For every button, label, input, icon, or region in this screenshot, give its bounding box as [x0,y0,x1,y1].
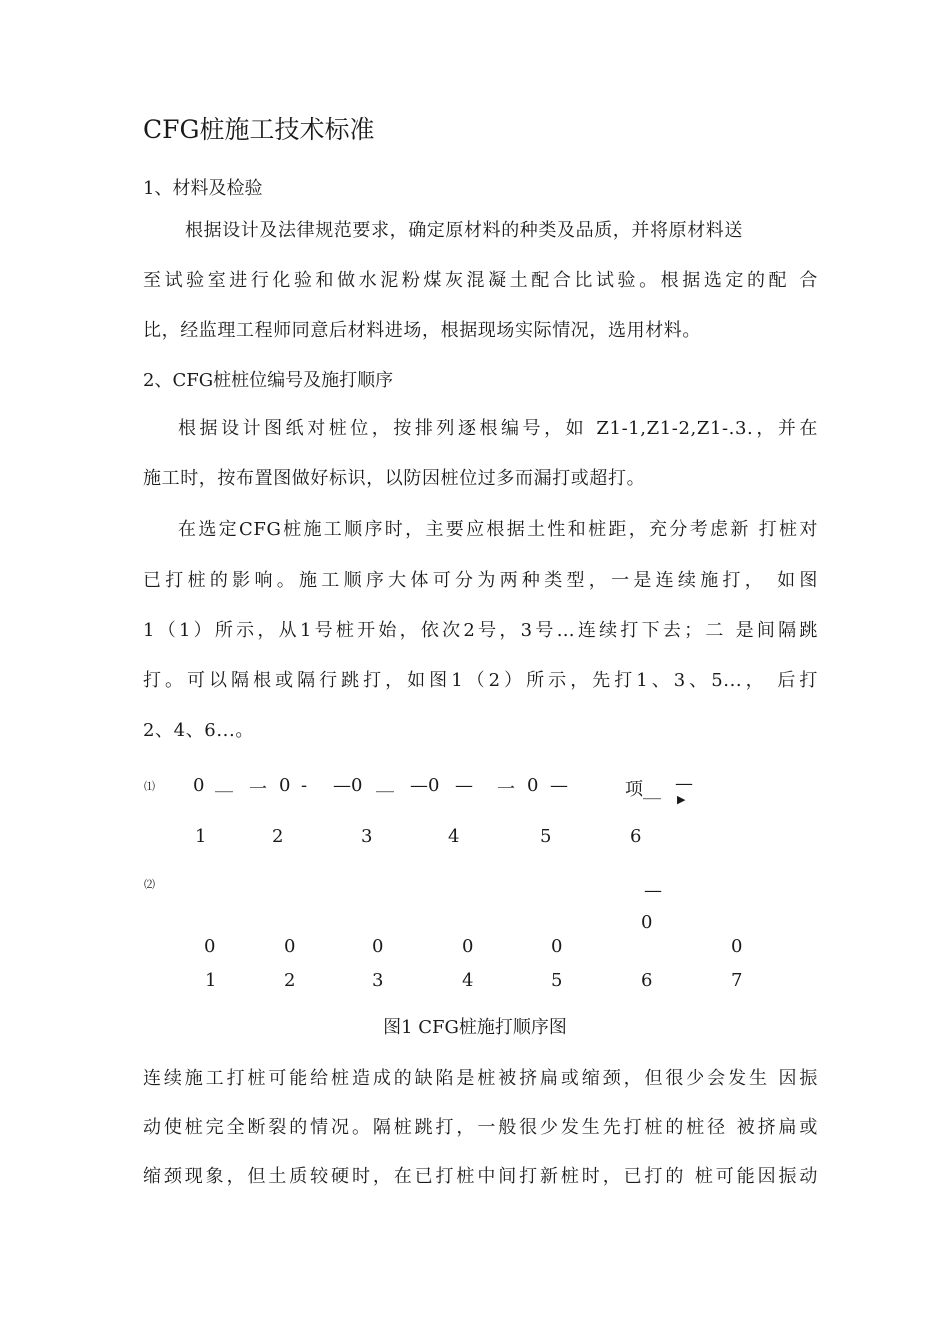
pile-symbol: 0 [284,936,296,957]
pile-number: 3 [361,826,373,847]
section-1-line-1: 根据设计及法律规范要求，确定原材料的种类及品质，并将原材料送 [185,220,743,241]
row-2-dash: — [644,880,662,901]
chain-connector: __ [376,772,394,793]
section-3-line-2: 动使桩完全断裂的情况。隔桩跳打，一般很少发生先打桩的桩径 被挤扁或 [143,1117,818,1138]
section-2-para-1-line-2: 施工时，按布置图做好标识，以防因桩位过多而漏打或超打。 [143,468,646,489]
pile-symbol: —0 [410,775,440,796]
figure-marker-2: ⑵ [144,878,155,891]
arrow-right-icon: ▶ [677,793,686,806]
pile-symbol: 0 [279,775,291,796]
section-1-line-3: 比，经监理工程师同意后材料进场，根据现场实际情况，选用材料。 [143,320,701,341]
figure-marker-1: ⑴ [144,780,155,793]
section-2-para-2-line-3: 1（1）所示，从1号桩开始，依次2号，3号…连续打下去；二 是间隔跳 [143,620,818,641]
section-2-para-2-line-1: 在选定CFG桩施工顺序时，主要应根据土性和桩距，充分考虑新 打桩对 [178,519,818,540]
pile-number: 2 [284,970,296,991]
section-2-heading: 2、CFG桩桩位编号及施打顺序 [143,370,394,391]
pile-number: 4 [462,970,474,991]
pile-symbol: 0 [372,936,384,957]
chain-connector: - [301,775,308,796]
pile-number: 6 [630,826,642,847]
pile-number: 3 [372,970,384,991]
pile-number: 1 [205,970,217,991]
pile-symbol-raised: 0 [641,912,653,933]
chain-connector: 一 [497,779,515,800]
pile-number: 2 [272,826,284,847]
pile-symbol: 项__ [625,779,661,800]
chain-connector: — [455,775,473,796]
pile-number: 5 [540,826,552,847]
chain-connector: __ [215,772,233,793]
pile-number: 6 [641,970,653,991]
section-2-para-1-line-1: 根据设计图纸对桩位，按排列逐根编号，如 Z1-1,Z1-2,Z1-.3.，并在 [178,418,818,439]
chain-connector: — [550,775,568,796]
pile-number: 7 [731,970,743,991]
chain-connector: — [675,773,693,794]
figure-caption: 图1 CFG桩施打顺序图 [383,1017,567,1038]
pile-symbol: 0 [551,936,563,957]
section-3-line-1: 连续施工打桩可能给桩造成的缺陷是桩被挤扁或缩颈，但很少会发生 因振 [143,1068,818,1089]
pile-symbol: 0 [527,775,539,796]
pile-number: 4 [448,826,460,847]
chain-connector: 一 [249,779,267,800]
pile-number: 5 [551,970,563,991]
section-1-heading: 1、材料及检验 [143,178,263,199]
pile-symbol: 0 [204,936,216,957]
pile-symbol: 0 [731,936,743,957]
section-2-para-2-line-2: 已打桩的影响。施工顺序大体可分为两种类型，一是连续施打， 如图 [143,570,818,591]
section-2-para-2-line-5: 2、4、6...。 [143,720,254,741]
pile-symbol: —0 [333,775,363,796]
document-title: CFG桩施工技术标准 [143,115,375,144]
pile-number: 1 [195,826,207,847]
section-2-para-2-line-4: 打。可以隔根或隔行跳打，如图1（2）所示，先打1、3、5...， 后打 [143,670,818,691]
pile-symbol: 0 [193,775,205,796]
section-1-line-2: 至试验室进行化验和做水泥粉煤灰混凝土配合比试验。根据选定的配 合 [143,270,818,291]
section-3-line-3: 缩颈现象，但土质较硬时，在已打桩中间打新桩时，已打的 桩可能因振动 [143,1166,818,1187]
pile-symbol: 0 [462,936,474,957]
